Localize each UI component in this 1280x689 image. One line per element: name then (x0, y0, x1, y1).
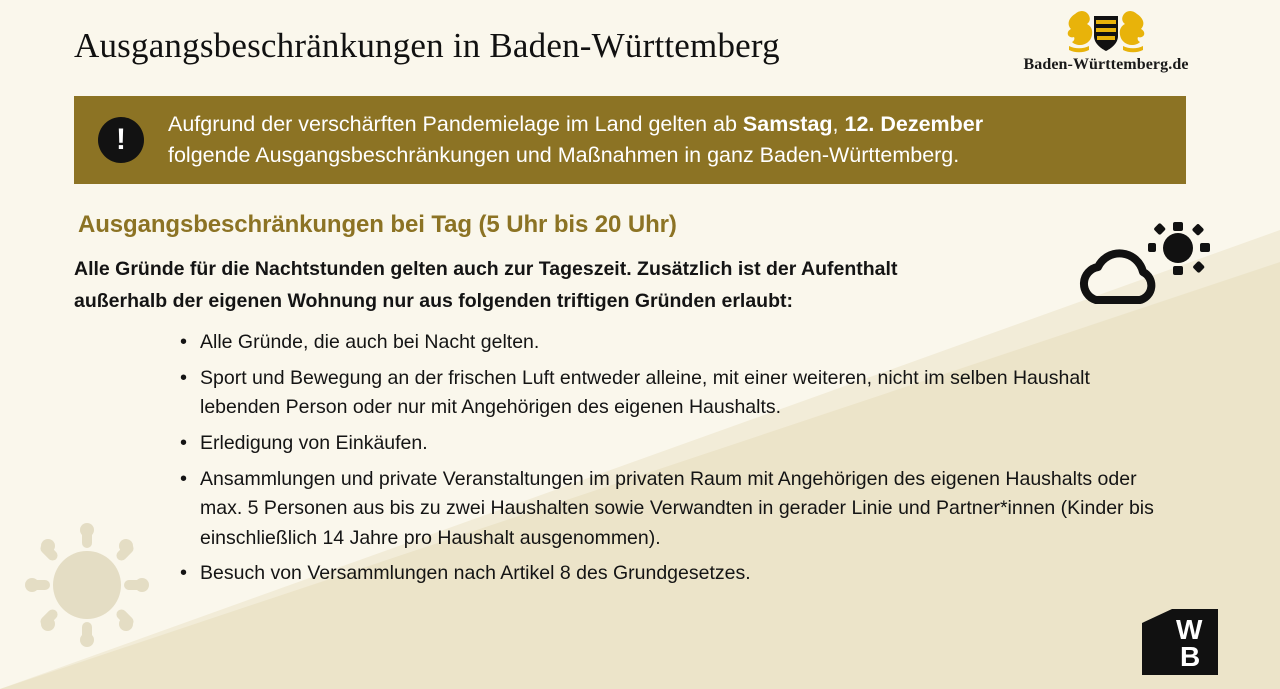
sun-cloud-icon (1074, 222, 1214, 317)
list-item: • Erledigung von Einkäufen. (178, 429, 1158, 459)
notice-line1-bold2: 12. Dezember (844, 112, 984, 137)
notice-line1-prefix: Aufgrund der verschärften Pandemielage im Land gelten ab (168, 112, 743, 137)
virus-icon (22, 520, 152, 650)
coat-of-arms-icon (1063, 8, 1149, 54)
list-item: • Alle Gründe, die auch bei Nacht gelten. (178, 328, 1158, 358)
exclamation-mark: ! (116, 123, 126, 156)
list-item: • Sport und Bewegung an der frischen Luft entweder alleine, mit einer weiteren, nicht im selben Haushalt lebenden Person oder nur mit Angehörigen des eigenen Haushalts. (178, 364, 1158, 423)
bullet-list (178, 328, 1158, 595)
section-intro-line-2: außerhalb der eigenen Wohnung nur aus folgenden triftigen Gründen erlaubt: (74, 289, 793, 312)
exclamation-icon (98, 117, 144, 163)
notice-line1-bold1: Samstag (742, 112, 833, 137)
list-item: • Besuch von Versammlungen nach Artikel 8 des Grundgesetzes. (178, 559, 1158, 589)
bw-logo-label: Baden-Württemberg.de (1023, 56, 1189, 73)
wb-monogram (1142, 609, 1218, 675)
section-intro-line-1: Alle Gründe für die Nachtstunden gelten auch zur Tageszeit. Zusätzlich ist der Aufenthalt (74, 258, 898, 280)
section-heading: Ausgangsbeschränkungen bei Tag (5 Uhr bis 20 Uhr) (78, 211, 677, 238)
section-intro (74, 254, 1034, 317)
page-title: Ausgangsbeschränkungen in Baden-Württemberg (74, 26, 780, 65)
svg-text:B: B (1180, 641, 1201, 672)
notice-text (168, 109, 983, 170)
svg-text:W: W (1176, 614, 1203, 645)
notice-banner (74, 96, 1186, 184)
bw-logo (1006, 8, 1206, 74)
notice-line-2: folgende Ausgangsbeschränkungen und Maßnahmen in ganz Baden-Württemberg. (168, 143, 960, 167)
notice-line1-middle: , (832, 112, 845, 137)
list-item: • Ansammlungen und private Veranstaltungen im privaten Raum mit Angehörigen des eigenen Haushalts oder max. 5 Personen aus bis zu zwei Haushalten sowie Verwandten in gerader Linie und Partner*innen (Kinder bis einschließlich 14 Jahre pro Haushalt ausgenommen). (178, 465, 1158, 554)
notice-line-1 (168, 109, 983, 140)
